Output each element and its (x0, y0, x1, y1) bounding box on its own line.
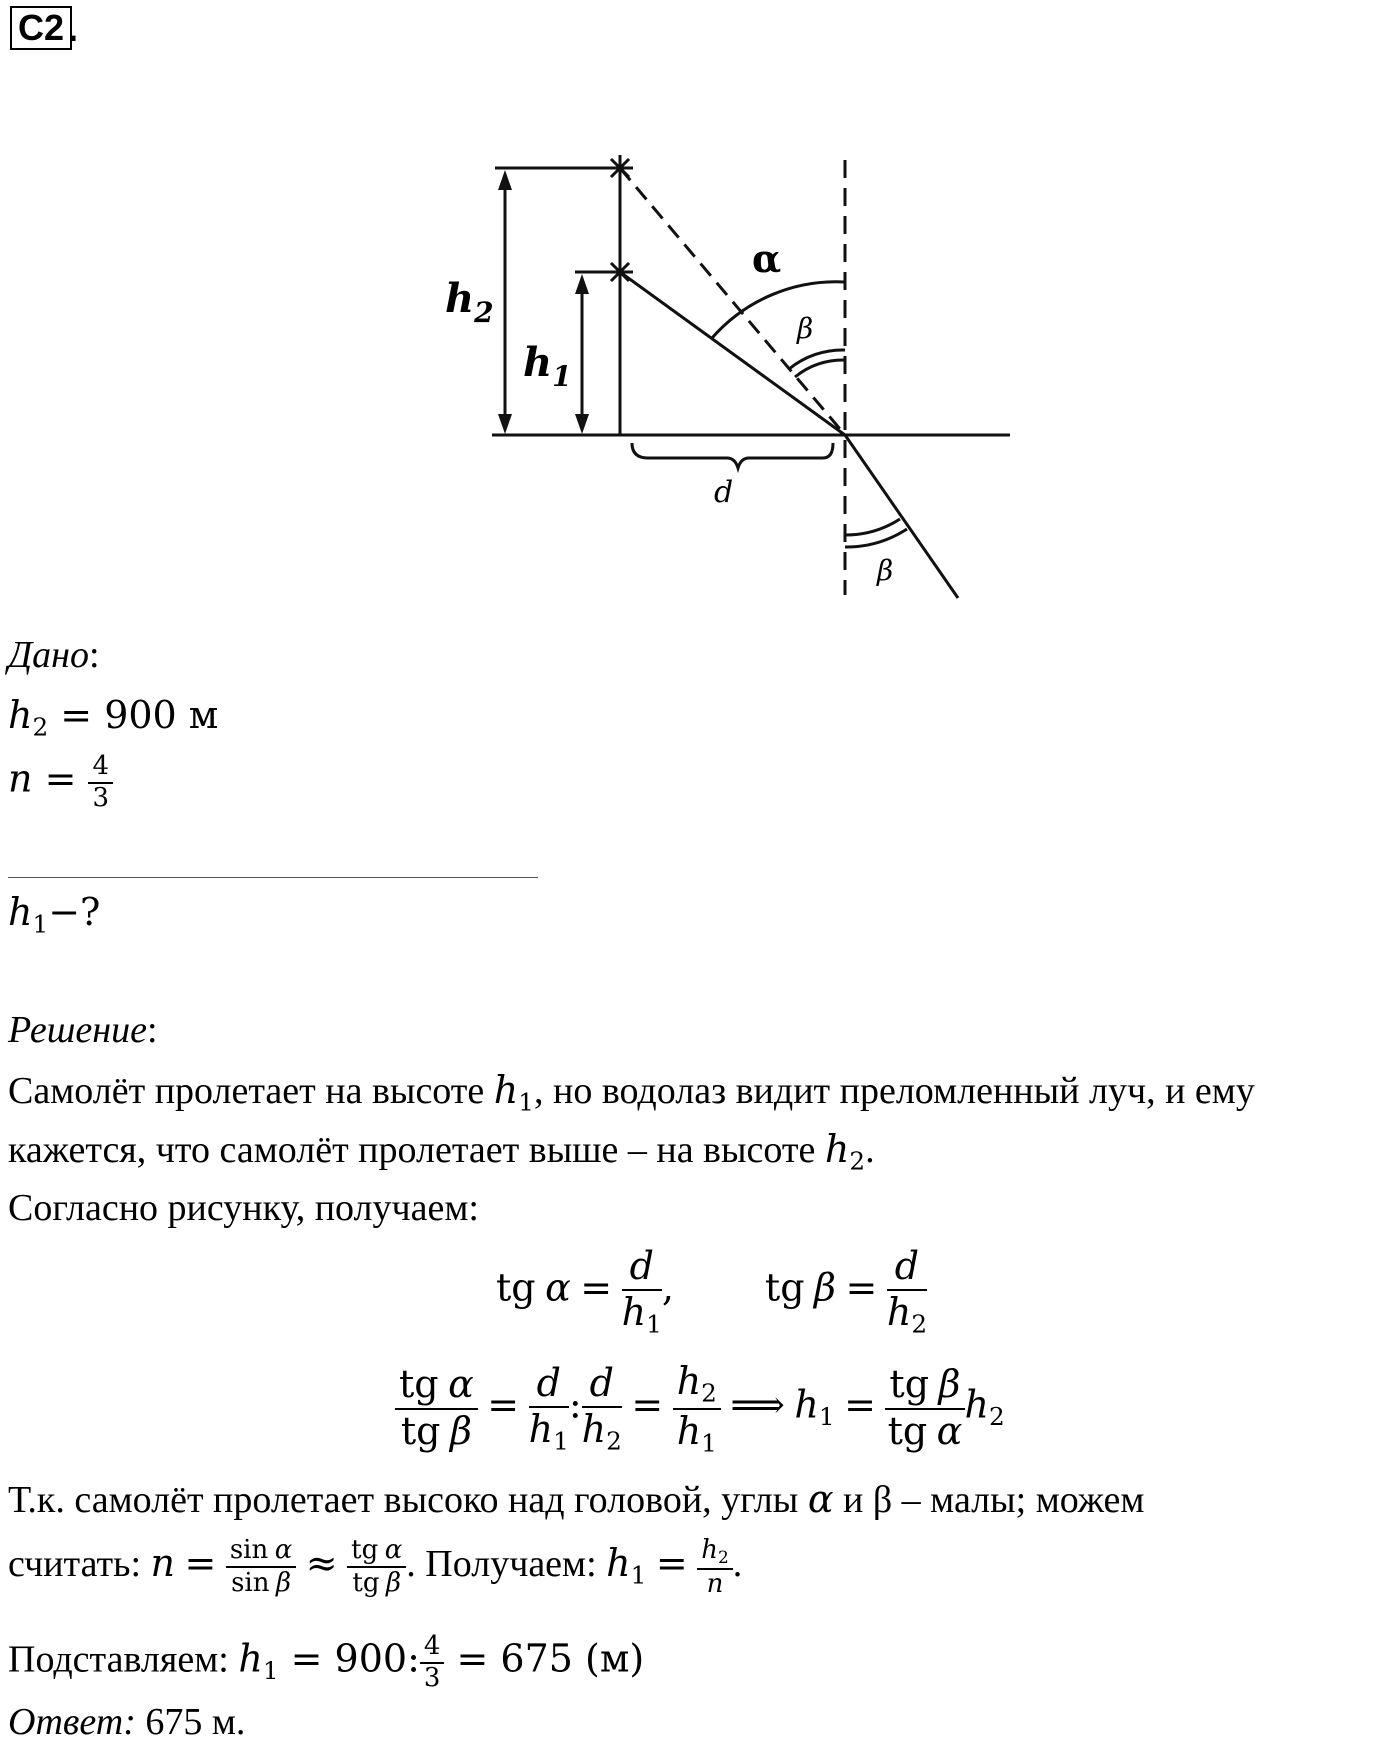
given-n-line: n = $\frac{4}{3}$ (8, 752, 113, 814)
incident-ray (620, 272, 845, 435)
d-brace (632, 443, 833, 468)
solution-paragraph-3: Согласно рисунку, получаем: (8, 1187, 479, 1229)
formula-ratio: $\frac{\text{tg α}}{\text{tg β}}$ = $\frac{d}{h_1}$ : $\frac{d}{h_2}$ = $\frac{h_2}{h_1}$ ⟹ $h_1$ = $\frac{\text{tg β}}{\text{tg α}}$ $h_2$ (395, 1360, 1005, 1458)
solution-paragraph-1: Самолёт пролетает на высоте $h_1$, но водолаз видит преломленный луч, и ему (8, 1068, 1255, 1117)
beta-top-figure-label: β (797, 312, 814, 345)
solution-paragraph-5: считать: n = $\frac{\text{sin α}}{\text{sin β}}$ ≈ $\frac{\text{tg α}}{\text{tg β}}$ . Получаем: $h_1$ = $\frac{h_2}{n}$ . (8, 1535, 743, 1599)
d-figure-label: d (714, 475, 734, 510)
alpha-arc (712, 282, 845, 338)
answer-line: Ответ: 675 м. (8, 1701, 246, 1743)
beta-bottom-figure-label: β (877, 554, 894, 587)
h2-figure-label: $h_2$ (445, 275, 494, 329)
refraction-diagram (0, 0, 1400, 620)
h1-arrow-down (575, 414, 589, 434)
solution-heading: Решение: (8, 1009, 158, 1051)
h2-arrow-down (498, 414, 512, 434)
solution-substitution: Подставляем: $h_1 = 900$: $\frac{4}{3}$ = 675 (м) (8, 1631, 645, 1693)
h1-figure-label: $h_1$ (523, 339, 572, 393)
apparent-ray-dashed (620, 168, 845, 435)
h1-arrow-up (575, 274, 589, 294)
problem-number-dot: . (68, 8, 79, 49)
alpha-figure-label: α (752, 236, 782, 281)
h2-arrow-up (498, 170, 512, 190)
beta-arc-top-1 (795, 360, 845, 377)
problem-number: C2 (18, 7, 65, 48)
beta-arc-bottom-1 (845, 519, 900, 535)
find-line: $h_1-$? (8, 890, 101, 939)
given-h2-line: $h_2 = 900$ м (8, 693, 219, 742)
solution-paragraph-4: Т.к. самолёт пролетает высоко над головой, углы α и β – малы; можем (8, 1477, 1145, 1521)
given-heading: Дано: (8, 634, 100, 676)
real-plane-star (607, 259, 633, 285)
solution-paragraph-2: кажется, что самолёт пролетает выше – на высоте $h_2$. (8, 1127, 875, 1176)
given-divider (8, 877, 538, 878)
formula-tangents: tg α = $\frac{d}{h_1}$ , tg β = $\frac{d}{h_2}$ (496, 1244, 928, 1339)
refracted-ray (845, 435, 958, 598)
